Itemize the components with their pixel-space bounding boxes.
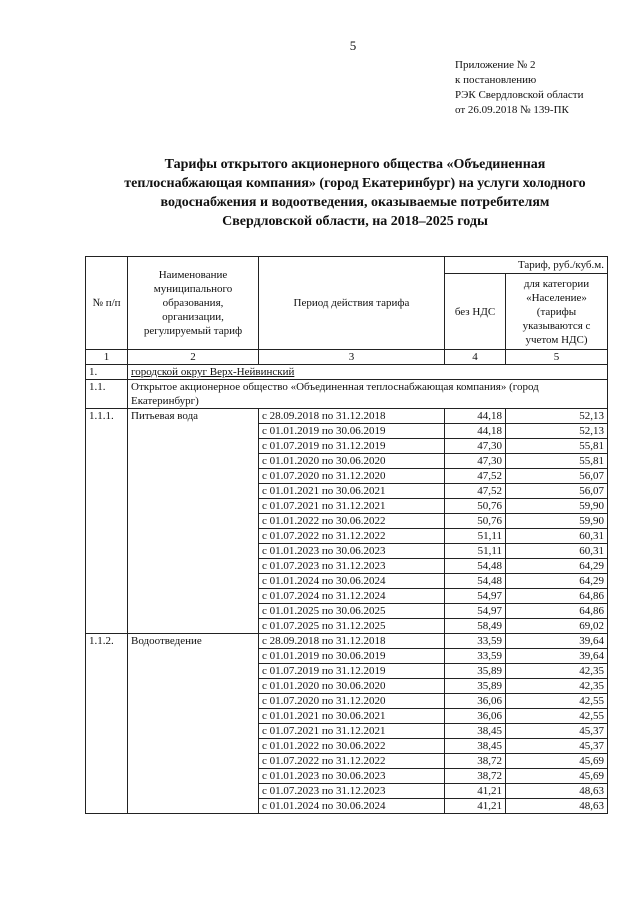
population-cell: 59,90 (506, 499, 608, 514)
appendix-line: от 26.09.2018 № 139-ПК (455, 104, 569, 116)
population-cell: 64,86 (506, 589, 608, 604)
population-cell: 48,63 (506, 784, 608, 799)
period-cell: с 01.01.2021 по 30.06.2021 (259, 484, 445, 499)
no-vat-cell: 44,18 (445, 424, 506, 439)
appendix-line: Приложение № 2 (455, 59, 536, 71)
no-vat-cell: 47,52 (445, 469, 506, 484)
tariff-table (85, 256, 608, 814)
no-vat-cell: 54,97 (445, 604, 506, 619)
population-cell: 42,35 (506, 679, 608, 694)
period-cell: с 01.07.2023 по 31.12.2023 (259, 784, 445, 799)
population-cell: 55,81 (506, 454, 608, 469)
population-cell: 42,55 (506, 694, 608, 709)
no-vat-cell: 36,06 (445, 709, 506, 724)
period-cell: с 01.07.2023 по 31.12.2023 (259, 559, 445, 574)
section-name: городской округ Верх-Нейвинский (128, 365, 608, 380)
period-cell: с 01.07.2019 по 31.12.2019 (259, 664, 445, 679)
no-vat-cell: 33,59 (445, 649, 506, 664)
no-vat-cell: 38,72 (445, 769, 506, 784)
period-cell: с 01.07.2020 по 31.12.2020 (259, 469, 445, 484)
period-cell: с 01.01.2019 по 30.06.2019 (259, 424, 445, 439)
header-num: № п/п (86, 257, 128, 350)
no-vat-cell: 51,11 (445, 529, 506, 544)
period-cell: с 01.01.2020 по 30.06.2020 (259, 454, 445, 469)
period-cell: с 01.01.2024 по 30.06.2024 (259, 574, 445, 589)
column-number: 4 (445, 350, 506, 365)
period-cell: с 01.01.2024 по 30.06.2024 (259, 799, 445, 814)
no-vat-cell: 44,18 (445, 409, 506, 424)
period-cell: с 01.07.2021 по 31.12.2021 (259, 724, 445, 739)
period-cell: с 01.07.2020 по 31.12.2020 (259, 694, 445, 709)
column-number: 3 (259, 350, 445, 365)
no-vat-cell: 54,97 (445, 589, 506, 604)
organization-num: 1.1. (86, 380, 128, 409)
period-cell: с 01.07.2022 по 31.12.2022 (259, 529, 445, 544)
population-cell: 52,13 (506, 409, 608, 424)
population-cell: 56,07 (506, 469, 608, 484)
population-cell: 55,81 (506, 439, 608, 454)
no-vat-cell: 38,72 (445, 754, 506, 769)
no-vat-cell: 50,76 (445, 499, 506, 514)
population-cell: 56,07 (506, 484, 608, 499)
column-number: 5 (506, 350, 608, 365)
period-cell: с 01.01.2021 по 30.06.2021 (259, 709, 445, 724)
header-tariff-group: Тариф, руб./куб.м. (445, 257, 608, 274)
page-number: 5 (349, 38, 357, 53)
population-cell: 60,31 (506, 544, 608, 559)
no-vat-cell: 54,48 (445, 574, 506, 589)
no-vat-cell: 41,21 (445, 799, 506, 814)
population-cell: 59,90 (506, 514, 608, 529)
period-cell: с 01.01.2022 по 30.06.2022 (259, 739, 445, 754)
no-vat-cell: 47,30 (445, 439, 506, 454)
column-number: 1 (86, 350, 128, 365)
population-cell: 45,69 (506, 754, 608, 769)
period-cell: с 01.01.2023 по 30.06.2023 (259, 769, 445, 784)
population-cell: 60,31 (506, 529, 608, 544)
no-vat-cell: 33,59 (445, 634, 506, 649)
period-cell: с 01.01.2022 по 30.06.2022 (259, 514, 445, 529)
population-cell: 39,64 (506, 634, 608, 649)
no-vat-cell: 58,49 (445, 619, 506, 634)
period-cell: с 01.01.2025 по 30.06.2025 (259, 604, 445, 619)
population-cell: 39,64 (506, 649, 608, 664)
population-cell: 64,29 (506, 574, 608, 589)
population-cell: 45,69 (506, 769, 608, 784)
period-cell: с 28.09.2018 по 31.12.2018 (259, 409, 445, 424)
period-cell: с 01.07.2021 по 31.12.2021 (259, 499, 445, 514)
period-cell: с 01.07.2019 по 31.12.2019 (259, 439, 445, 454)
appendix-line: РЭК Свердловской области (455, 89, 584, 101)
population-cell: 42,35 (506, 664, 608, 679)
period-cell: с 01.01.2023 по 30.06.2023 (259, 544, 445, 559)
period-cell: с 01.01.2020 по 30.06.2020 (259, 679, 445, 694)
appendix-line: к постановлению (455, 74, 537, 86)
population-cell: 48,63 (506, 799, 608, 814)
organization-name: Открытое акционерное общество «Объединенная теплоснабжающая компания» (город Екатеринбург) (128, 380, 608, 409)
no-vat-cell: 36,06 (445, 694, 506, 709)
group-num: 1.1.1. (86, 409, 128, 634)
no-vat-cell: 35,89 (445, 664, 506, 679)
header-population: для категории «Население» (тарифы указываются с учетом НДС) (506, 274, 608, 350)
no-vat-cell: 38,45 (445, 739, 506, 754)
population-cell: 42,55 (506, 709, 608, 724)
group-name: Водоотведение (128, 634, 259, 814)
period-cell: с 01.07.2024 по 31.12.2024 (259, 589, 445, 604)
no-vat-cell: 35,89 (445, 679, 506, 694)
period-cell: с 28.09.2018 по 31.12.2018 (259, 634, 445, 649)
no-vat-cell: 50,76 (445, 514, 506, 529)
population-cell: 64,29 (506, 559, 608, 574)
group-num: 1.1.2. (86, 634, 128, 814)
population-cell: 45,37 (506, 724, 608, 739)
no-vat-cell: 47,30 (445, 454, 506, 469)
period-cell: с 01.01.2019 по 30.06.2019 (259, 649, 445, 664)
table-row (86, 634, 608, 649)
column-number: 2 (128, 350, 259, 365)
population-cell: 64,86 (506, 604, 608, 619)
header-no-vat: без НДС (445, 274, 506, 350)
document-title: Тарифы открытого акционерного общества «Объединенная теплоснабжающая компания» (город Екатеринбург) на услуги холодного водоснабжения и водоотведения, оказываемые потребителям Свердловской области, на 2018–2025 годы (124, 157, 586, 229)
no-vat-cell: 41,21 (445, 784, 506, 799)
table-row (86, 409, 608, 424)
group-name: Питьевая вода (128, 409, 259, 634)
no-vat-cell: 47,52 (445, 484, 506, 499)
section-num: 1. (86, 365, 128, 380)
period-cell: с 01.07.2025 по 31.12.2025 (259, 619, 445, 634)
no-vat-cell: 54,48 (445, 559, 506, 574)
no-vat-cell: 38,45 (445, 724, 506, 739)
population-cell: 45,37 (506, 739, 608, 754)
header-name: Наименование муниципального образования, организации, регулируемый тариф (128, 257, 259, 350)
header-period: Период действия тарифа (259, 257, 445, 350)
population-cell: 52,13 (506, 424, 608, 439)
period-cell: с 01.07.2022 по 31.12.2022 (259, 754, 445, 769)
population-cell: 69,02 (506, 619, 608, 634)
appendix-block (455, 58, 583, 118)
no-vat-cell: 51,11 (445, 544, 506, 559)
